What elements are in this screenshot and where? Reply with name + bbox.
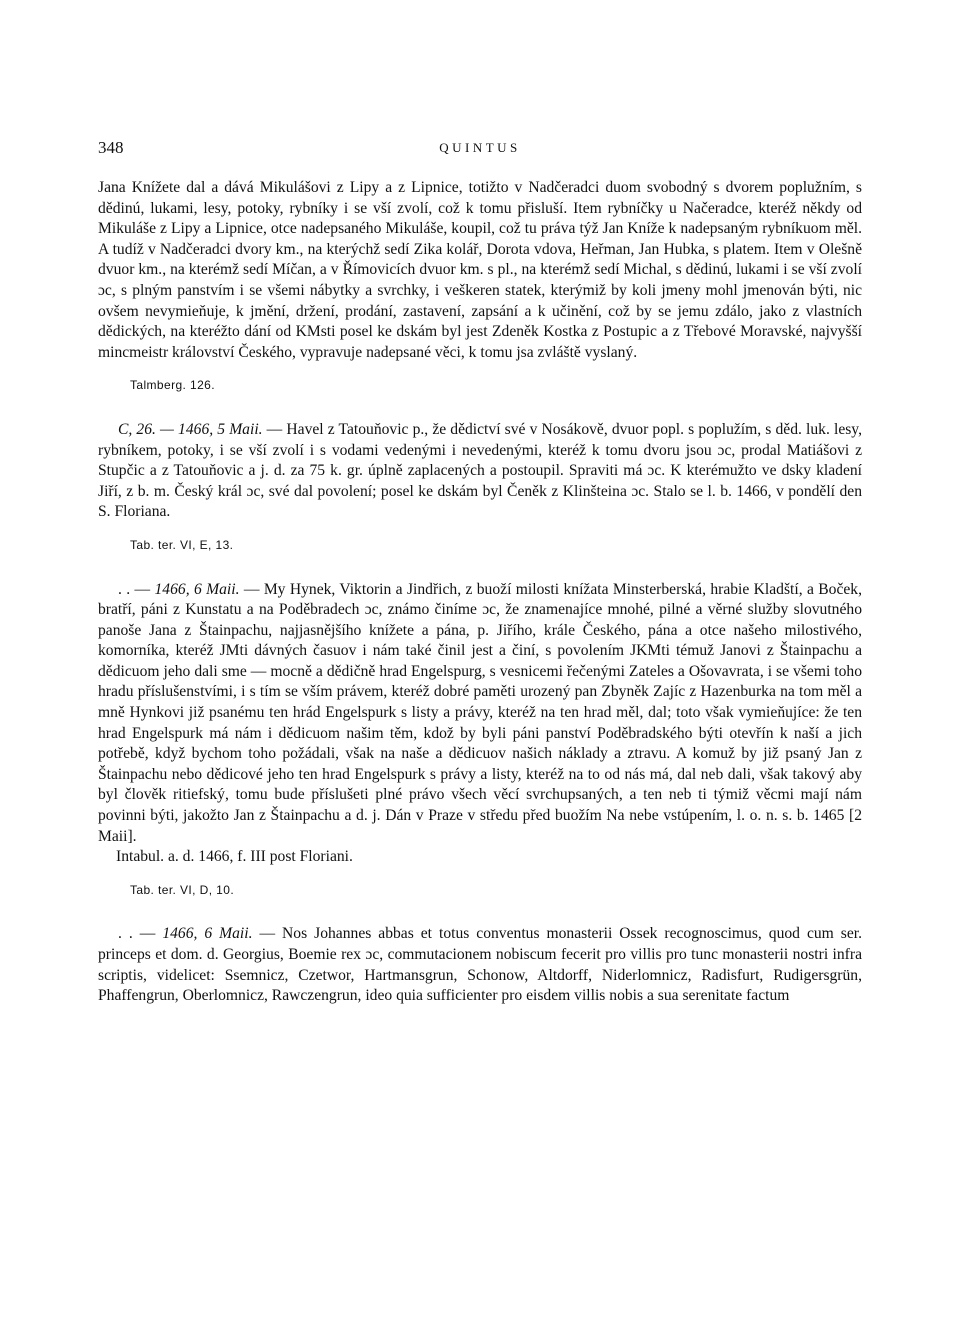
entry-paragraph <box>98 420 862 523</box>
intro-paragraph: Jana Knížete dal a dává Mikulášovi z Lipy a z Lipnice, totižto v Nadčeradci duom svobodný s dvorem poplužním, s dědinú, lukami, lesy, potoky, rybníky i se vší zvolí, což k tomu přisluší. Item rybníčky u Načeradce, kteréž někdy od Mikuláše z Lipy a Lipnice, otce nadepsaného Mikuláše, koupil, což tu práva týž Jan Kníže k nadepsaným rybníkuom měl. A tudíž v Nadčeradci dvory km., na kterýchž sedí Zika kolář, Dorota vdova, Heřman, Jan Hubka, s platem. Item v Olešně dvuor km., na kterémž sedí Míčan, a v Římovicích dvuor km. s pl., na kterémž sedí Michal, s dědinú, lukami i se vší zvolí ɔc, s plným panstvím i se všemi nábytky a svrchky, i veškeren statek, kterýmiž by koli jmeny mohl jmenován býti, nic ovšem nevymieňuje, k jmění, držení, prodání, zastavení, zapsání a k učinění, což by se jemu zdálo, jako z vlastních dědických, na kteréžto dání od KMsti posel ke dskám byl jest Zdeněk Kostka z Postupic a z Třebové Moravské, najvyšší mincmeistr království Českého, vypravuje nadepsané věci, k tomu jsa zvláště vyslaný. <box>98 179 862 361</box>
entry-text: — Nos Johannes abbas et totus conventus monasterii Ossek recognoscimus, quod cum ser. princeps et dom. d. Georgius, Boemie rex ɔc, commutacionem nobiscum fecerit pro villis pro tunc monasterii nostri infra scriptis, videlicet: Ssemnicz, Czetwor, Hartmansgrun, Schonow, Altdorff, Niderlomnicz, Radisfurt, Rudigersgrün, Phaffengrun, Oberlomnicz, Rawczengrun, ideo quia sufficienter pro eisdem villis nobis a sua serenitate factum <box>98 925 862 1005</box>
entry-text: — My Hynek, Viktorin a Jindřich, z buoží milosti knížata Minsterberská, hrabie Kladští, a Boček, bratří, páni z Kunstatu a na Poděbradech ɔc, známo činíme ɔc, že znamenajíce mnohé, pilné a věrné služby slovutného panoše Jana z Štainpachu, najjasnějšího knížete a pána, p. Jiřího, krále Českého, pána a otce našeho milostivého, komorníka, kteréž JMti dávných časuov i nám také činil jest a činí, s povolením JKMti témuž Janovi z Štainpachu a dědicuom jeho dali sme — mocně a dědičně hrad Engelspurg, s vesnicemi řečenými Zateles a Ošovavrata, i se všemi toho hradu příslušenstvími, i s tím se vším právem, kteréž dobré paměti urozený pan Zbyněk Zajíc z Hazenburka na tom měl a mně Hynkovi již psanému ten hrád Engelspurk s listy a právy, kteréž na ten hrad měl, dal; toto však vymieňujíce: že ten hrad Engelspurk má nám i dědicuom našim těm, kdož by byli páni panství Poděbradského býti otevřín k naší a jich potřebě, když bychom toho požádali, však na naše a dědicuov našich náklady a ztravu. A komuž by již psaný Jan z Štainpachu nebo dědicové jeho ten hrad Engelspurk s právy a listy, kteréž na to od nás má, dal neb dali, však takový aby byl člověk ritiefský, tomu bude příslušeti plné právo všech věcí svrchupsaných, a ten neb ti týmiž věcmi mají nám povinni býti, jakožto Jan z Štainpachu a d. j. Dán v Praze v středu před buožím Na nebe vstúpením, l. o. n. s. b. 1465 [2 Maii]. <box>98 580 863 845</box>
page-number: 348 <box>98 138 124 157</box>
page-header <box>98 138 862 164</box>
entry-text: — Havel z Tatouňovic p., že dědictví své v Nosákově, dvuor popl. s poplužím, s děd. luk. lesy, rybníkem, potoky, i se vší zvolí i s vodami vedenými i nevedenými, kteréž k tomu dvoru jsou ɔc, prodal Matiášovi z Stupčic a z Tatouňovic a j. d. za 75 k. gr. úplně zaplacených a postoupil. Spraviti má ɔc. K kterémužto ve dsky kladení Jiří, z b. m. Český král ɔc, své dal povolení; posel ke dskám byl Čeněk z Klinšteina ɔc. Stalo se l. b. 1466, v pondělí den S. Floriana. <box>98 420 862 521</box>
entry-paragraph <box>98 580 862 848</box>
source-reference: Tab. ter. VI, E, 13. <box>130 537 234 552</box>
entry-heading: C, 26. — 1466, 5 Maii. <box>118 420 263 438</box>
running-title: QUINTUS <box>439 140 521 155</box>
entry-heading: 1466, 6 Maii. <box>162 925 253 943</box>
entry-heading: 1466, 6 Maii. <box>154 580 240 598</box>
entry-paragraph <box>98 924 862 1006</box>
source-reference: Tab. ter. VI, D, 10. <box>130 882 235 897</box>
entry-prefix: . . — <box>118 925 163 943</box>
body-text <box>98 178 862 1007</box>
source-reference: Talmberg. 126. <box>130 378 215 393</box>
entry-prefix: . . — <box>118 580 155 598</box>
intabulation-note: Intabul. a. d. 1466, f. III post Floriani. <box>116 848 353 866</box>
